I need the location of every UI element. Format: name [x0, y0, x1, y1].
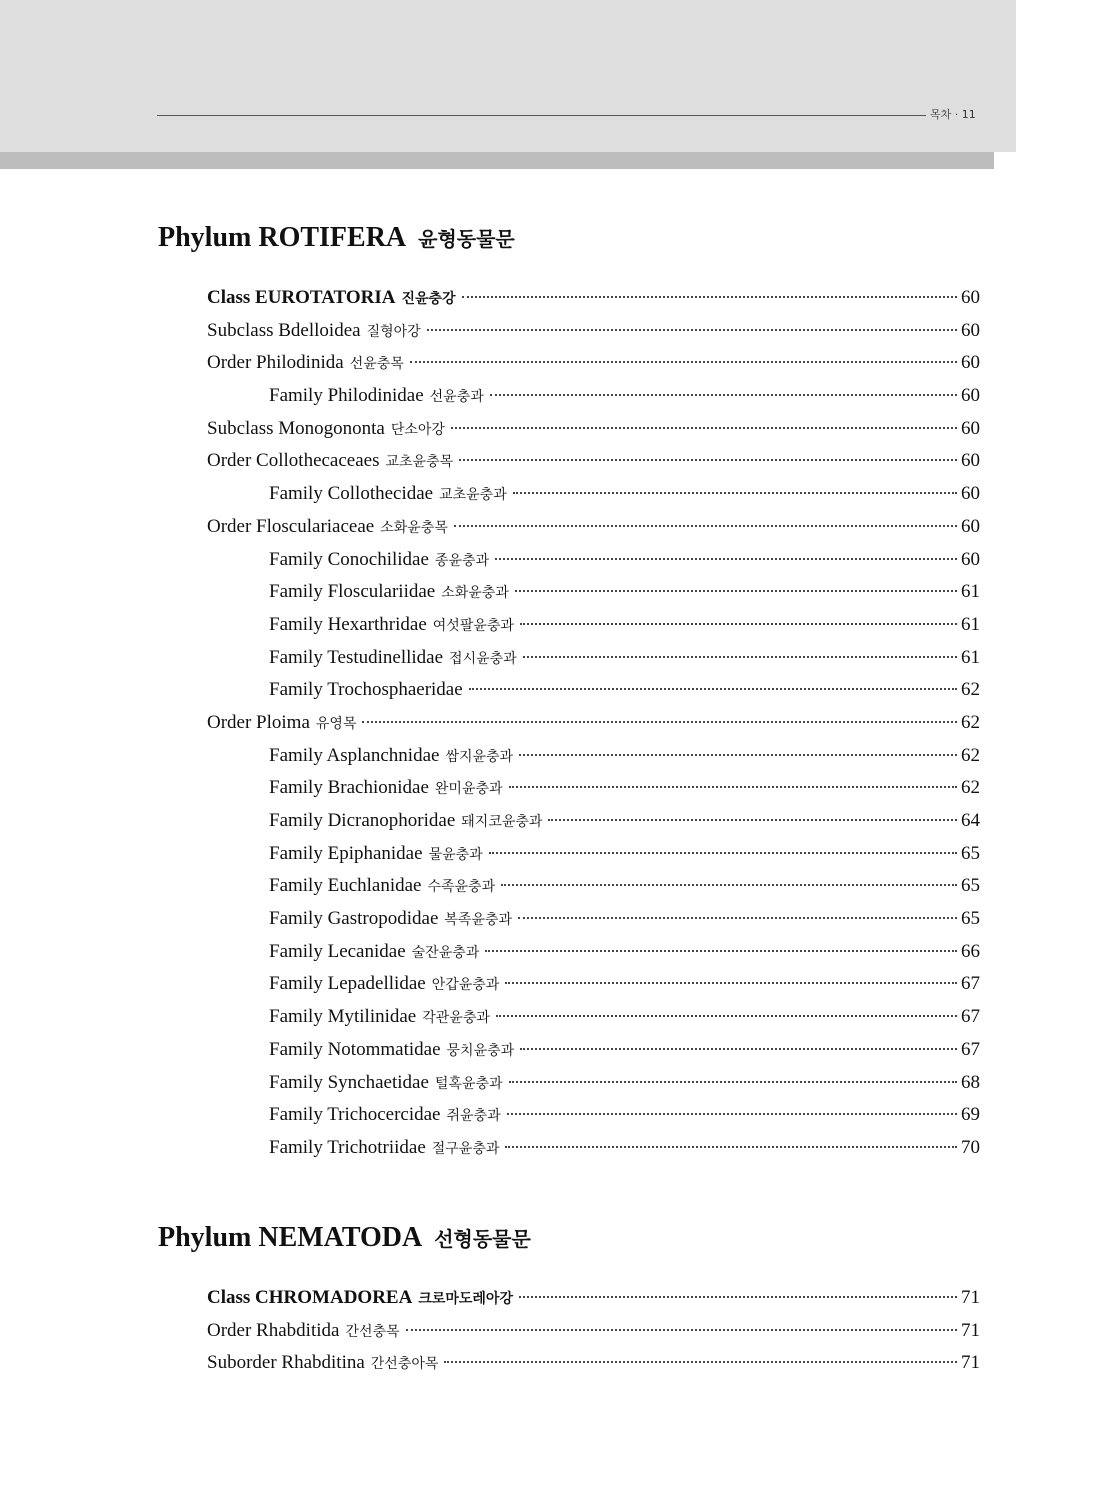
toc-entry-korean-name: 쌈지윤충과 [445, 748, 514, 765]
toc-page-number: 65 [961, 842, 980, 864]
toc-entry[interactable] [207, 712, 980, 745]
phylum-korean-name: 윤형동물문 [418, 227, 515, 251]
toc-page-number: 65 [961, 875, 980, 897]
toc-entry[interactable] [207, 352, 980, 385]
toc-entry-korean-name: 선윤충과 [429, 389, 484, 406]
dot-leader [520, 623, 957, 625]
toc-entry-name: Family Testudinellidae [269, 646, 444, 668]
toc-entry-korean-name: 종윤충과 [434, 552, 490, 569]
toc-page-number: 61 [961, 613, 980, 635]
dot-leader [496, 1015, 957, 1017]
toc-entry-korean-name: 물윤충과 [428, 846, 483, 863]
dot-leader [485, 950, 957, 952]
toc-entry-name: Family Notommatidae [269, 1038, 441, 1060]
toc-page-number: 68 [961, 1071, 980, 1093]
toc-entry-korean-name: 단소아강 [390, 421, 445, 438]
toc-page-number: 60 [961, 548, 980, 570]
dot-leader [505, 1146, 957, 1148]
toc-entry[interactable] [207, 1039, 980, 1072]
dot-leader [548, 819, 957, 821]
toc-entry[interactable] [207, 908, 980, 941]
toc-page-number: 62 [961, 744, 980, 766]
toc-entry-korean-name: 술잔윤충과 [411, 944, 480, 961]
toc-page-number: 60 [961, 287, 980, 308]
toc-entry-name: Family Mytilinidae [269, 1006, 417, 1028]
toc-entry[interactable] [207, 1104, 980, 1137]
dot-leader [520, 1048, 957, 1050]
dot-leader [410, 361, 957, 363]
toc-entry-korean-name: 질형아강 [366, 323, 421, 340]
toc-entry-name: Order Philodinida [207, 352, 344, 374]
toc-entry-korean-name: 돼지코윤충과 [461, 814, 543, 830]
toc-entry[interactable] [207, 1006, 980, 1039]
toc-entry-korean-name: 크로마도레아강 [418, 1291, 513, 1307]
toc-entry-korean-name: 복족윤충과 [444, 912, 513, 929]
toc-entry-korean-name: 수족윤충과 [427, 879, 496, 896]
toc-page-number: 61 [961, 646, 980, 668]
toc-entry[interactable] [207, 418, 980, 451]
toc-entry-name: Order Rhabditida [207, 1319, 340, 1341]
toc-entry-name: Order Collothecaceaes [207, 450, 380, 472]
dot-leader [519, 1296, 957, 1298]
toc-entry-name: Order Flosculariaceae [207, 515, 375, 537]
toc-entry-name: Family Synchaetidae [269, 1071, 429, 1093]
dot-leader [518, 917, 957, 919]
toc-entry[interactable] [207, 516, 980, 549]
dot-leader [519, 754, 957, 756]
dot-leader [454, 525, 957, 527]
toc-entry-korean-name: 완미윤충과 [434, 781, 503, 798]
toc-entry-name: Family Hexarthridae [269, 613, 427, 635]
toc-entry-name: Family Philodinidae [269, 385, 424, 407]
toc-entry-korean-name: 접시윤충과 [449, 650, 517, 667]
dot-leader [462, 296, 957, 298]
toc-entry-name: Family Conochilidae [269, 548, 429, 570]
toc-entry-korean-name: 간선충아목 [370, 1356, 439, 1373]
toc-page-number: 60 [961, 515, 980, 537]
page-header-band [0, 0, 1016, 152]
toc-page-number: 62 [961, 679, 980, 701]
toc-entry[interactable] [207, 287, 980, 320]
toc-entry[interactable] [207, 745, 980, 778]
toc-entry-name: Class CHROMADOREA [207, 1287, 413, 1308]
dot-leader [495, 558, 957, 560]
toc-entry[interactable] [207, 1320, 980, 1353]
toc-entry[interactable] [207, 647, 980, 680]
dot-leader [362, 721, 957, 723]
toc-entry-name: Class EUROTATORIA [207, 287, 396, 308]
dot-leader [489, 852, 957, 854]
toc-list-rotifera [207, 287, 980, 1170]
dot-leader [427, 329, 957, 331]
toc-page-number: 71 [961, 1287, 980, 1308]
toc-entry-korean-name: 진윤충강 [401, 291, 456, 307]
dot-leader [507, 1113, 957, 1115]
toc-page-number: 61 [961, 581, 980, 603]
running-header-page-label: 목차 · 11 [930, 108, 976, 121]
toc-entry[interactable] [207, 875, 980, 908]
toc-page-number: 69 [961, 1104, 980, 1126]
toc-entry[interactable] [207, 1287, 980, 1320]
toc-entry-korean-name: 절구윤충과 [431, 1140, 500, 1157]
toc-page-number: 60 [961, 417, 980, 439]
toc-page-number: 71 [961, 1352, 980, 1374]
toc-entry[interactable] [207, 549, 980, 582]
header-rule [157, 115, 926, 116]
toc-entry-name: Family Flosculariidae [269, 581, 436, 603]
toc-entry[interactable] [207, 973, 980, 1006]
toc-entry-korean-name: 교초윤충목 [385, 454, 454, 471]
toc-entry-name: Order Ploima [207, 711, 310, 733]
toc-page-number: 60 [961, 319, 980, 341]
toc-page-number: 67 [961, 973, 980, 995]
toc-list-nematoda [207, 1287, 980, 1385]
toc-page-number: 67 [961, 1006, 980, 1028]
toc-entry-korean-name: 소화윤충목 [380, 519, 448, 536]
dot-leader [515, 590, 957, 592]
toc-entry-name: Family Brachionidae [269, 777, 429, 799]
toc-page-number: 65 [961, 908, 980, 930]
phylum-name: Phylum ROTIFERA [158, 222, 407, 253]
dot-leader [490, 394, 957, 396]
toc-entry-name: Family Lepadellidae [269, 973, 426, 995]
toc-page-number: 62 [961, 777, 980, 799]
dot-leader [469, 688, 957, 690]
toc-entry-korean-name: 간선충목 [345, 1323, 400, 1340]
toc-page-number: 60 [961, 483, 980, 505]
toc-page-number: 66 [961, 940, 980, 962]
toc-entry-korean-name: 소화윤충과 [441, 585, 509, 602]
toc-entry[interactable] [207, 320, 980, 353]
toc-entry-name: Family Lecanidae [269, 940, 406, 962]
phylum-heading-nematoda [158, 1222, 531, 1254]
toc-entry-name: Family Collothecidae [269, 483, 434, 505]
toc-entry-korean-name: 안갑윤충과 [431, 977, 500, 994]
toc-entry-name: Family Dicranophoridae [269, 810, 456, 831]
toc-entry-name: Family Epiphanidae [269, 842, 423, 864]
phylum-name: Phylum NEMATODA [158, 1222, 423, 1253]
toc-page-number: 71 [961, 1319, 980, 1341]
toc-entry[interactable] [207, 614, 980, 647]
toc-entry-name: Family Trochosphaeridae [269, 679, 463, 701]
dot-leader [501, 884, 957, 886]
toc-entry-name: Subclass Monogononta [207, 417, 385, 439]
dot-leader [444, 1361, 957, 1363]
toc-entry-korean-name: 쥐윤충과 [446, 1108, 501, 1125]
toc-page-number: 70 [961, 1136, 980, 1158]
toc-entry-korean-name: 여섯팔윤충과 [432, 617, 514, 634]
toc-entry-korean-name: 각관윤충과 [422, 1010, 490, 1027]
toc-entry[interactable] [207, 1072, 980, 1105]
toc-entry-name: Family Asplanchnidae [269, 744, 440, 766]
toc-page-number: 60 [961, 385, 980, 407]
toc-entry-name: Family Gastropodidae [269, 908, 439, 930]
dot-leader [509, 1081, 957, 1083]
toc-entry[interactable] [207, 843, 980, 876]
toc-page-number: 67 [961, 1038, 980, 1060]
toc-entry[interactable] [207, 810, 980, 843]
toc-entry[interactable] [207, 483, 980, 516]
toc-entry-name: Suborder Rhabditina [207, 1352, 365, 1374]
toc-page-number: 60 [961, 352, 980, 374]
dot-leader [459, 459, 957, 461]
toc-entry-korean-name: 선윤충목 [349, 356, 404, 373]
dot-leader [451, 427, 957, 429]
toc-page-number: 62 [961, 711, 980, 733]
toc-page-number: 64 [961, 810, 980, 831]
page-header-shadow [0, 152, 994, 169]
toc-entry[interactable] [207, 941, 980, 974]
dot-leader [513, 492, 957, 494]
toc-entry-korean-name: 털혹윤충과 [434, 1075, 503, 1092]
toc-entry[interactable] [207, 777, 980, 810]
toc-entry-name: Family Euchlanidae [269, 875, 422, 897]
phylum-korean-name: 선형동물문 [434, 1227, 531, 1251]
toc-entry-korean-name: 교초윤충과 [439, 487, 507, 504]
toc-entry-korean-name: 뭉치윤충과 [446, 1042, 515, 1059]
phylum-heading-rotifera [158, 222, 515, 254]
toc-entry-name: Subclass Bdelloidea [207, 319, 361, 341]
toc-entry[interactable] [207, 450, 980, 483]
toc-entry[interactable] [207, 679, 980, 712]
toc-entry[interactable] [207, 1352, 980, 1385]
dot-leader [509, 786, 957, 788]
toc-entry[interactable] [207, 1137, 980, 1170]
toc-entry-name: Family Trichocercidae [269, 1104, 441, 1126]
dot-leader [505, 982, 957, 984]
dot-leader [406, 1329, 957, 1331]
toc-entry[interactable] [207, 385, 980, 418]
toc-entry[interactable] [207, 581, 980, 614]
toc-entry-korean-name: 유영목 [315, 715, 357, 732]
toc-entry-name: Family Trichotriidae [269, 1136, 426, 1158]
toc-page-number: 60 [961, 450, 980, 472]
dot-leader [523, 656, 957, 658]
